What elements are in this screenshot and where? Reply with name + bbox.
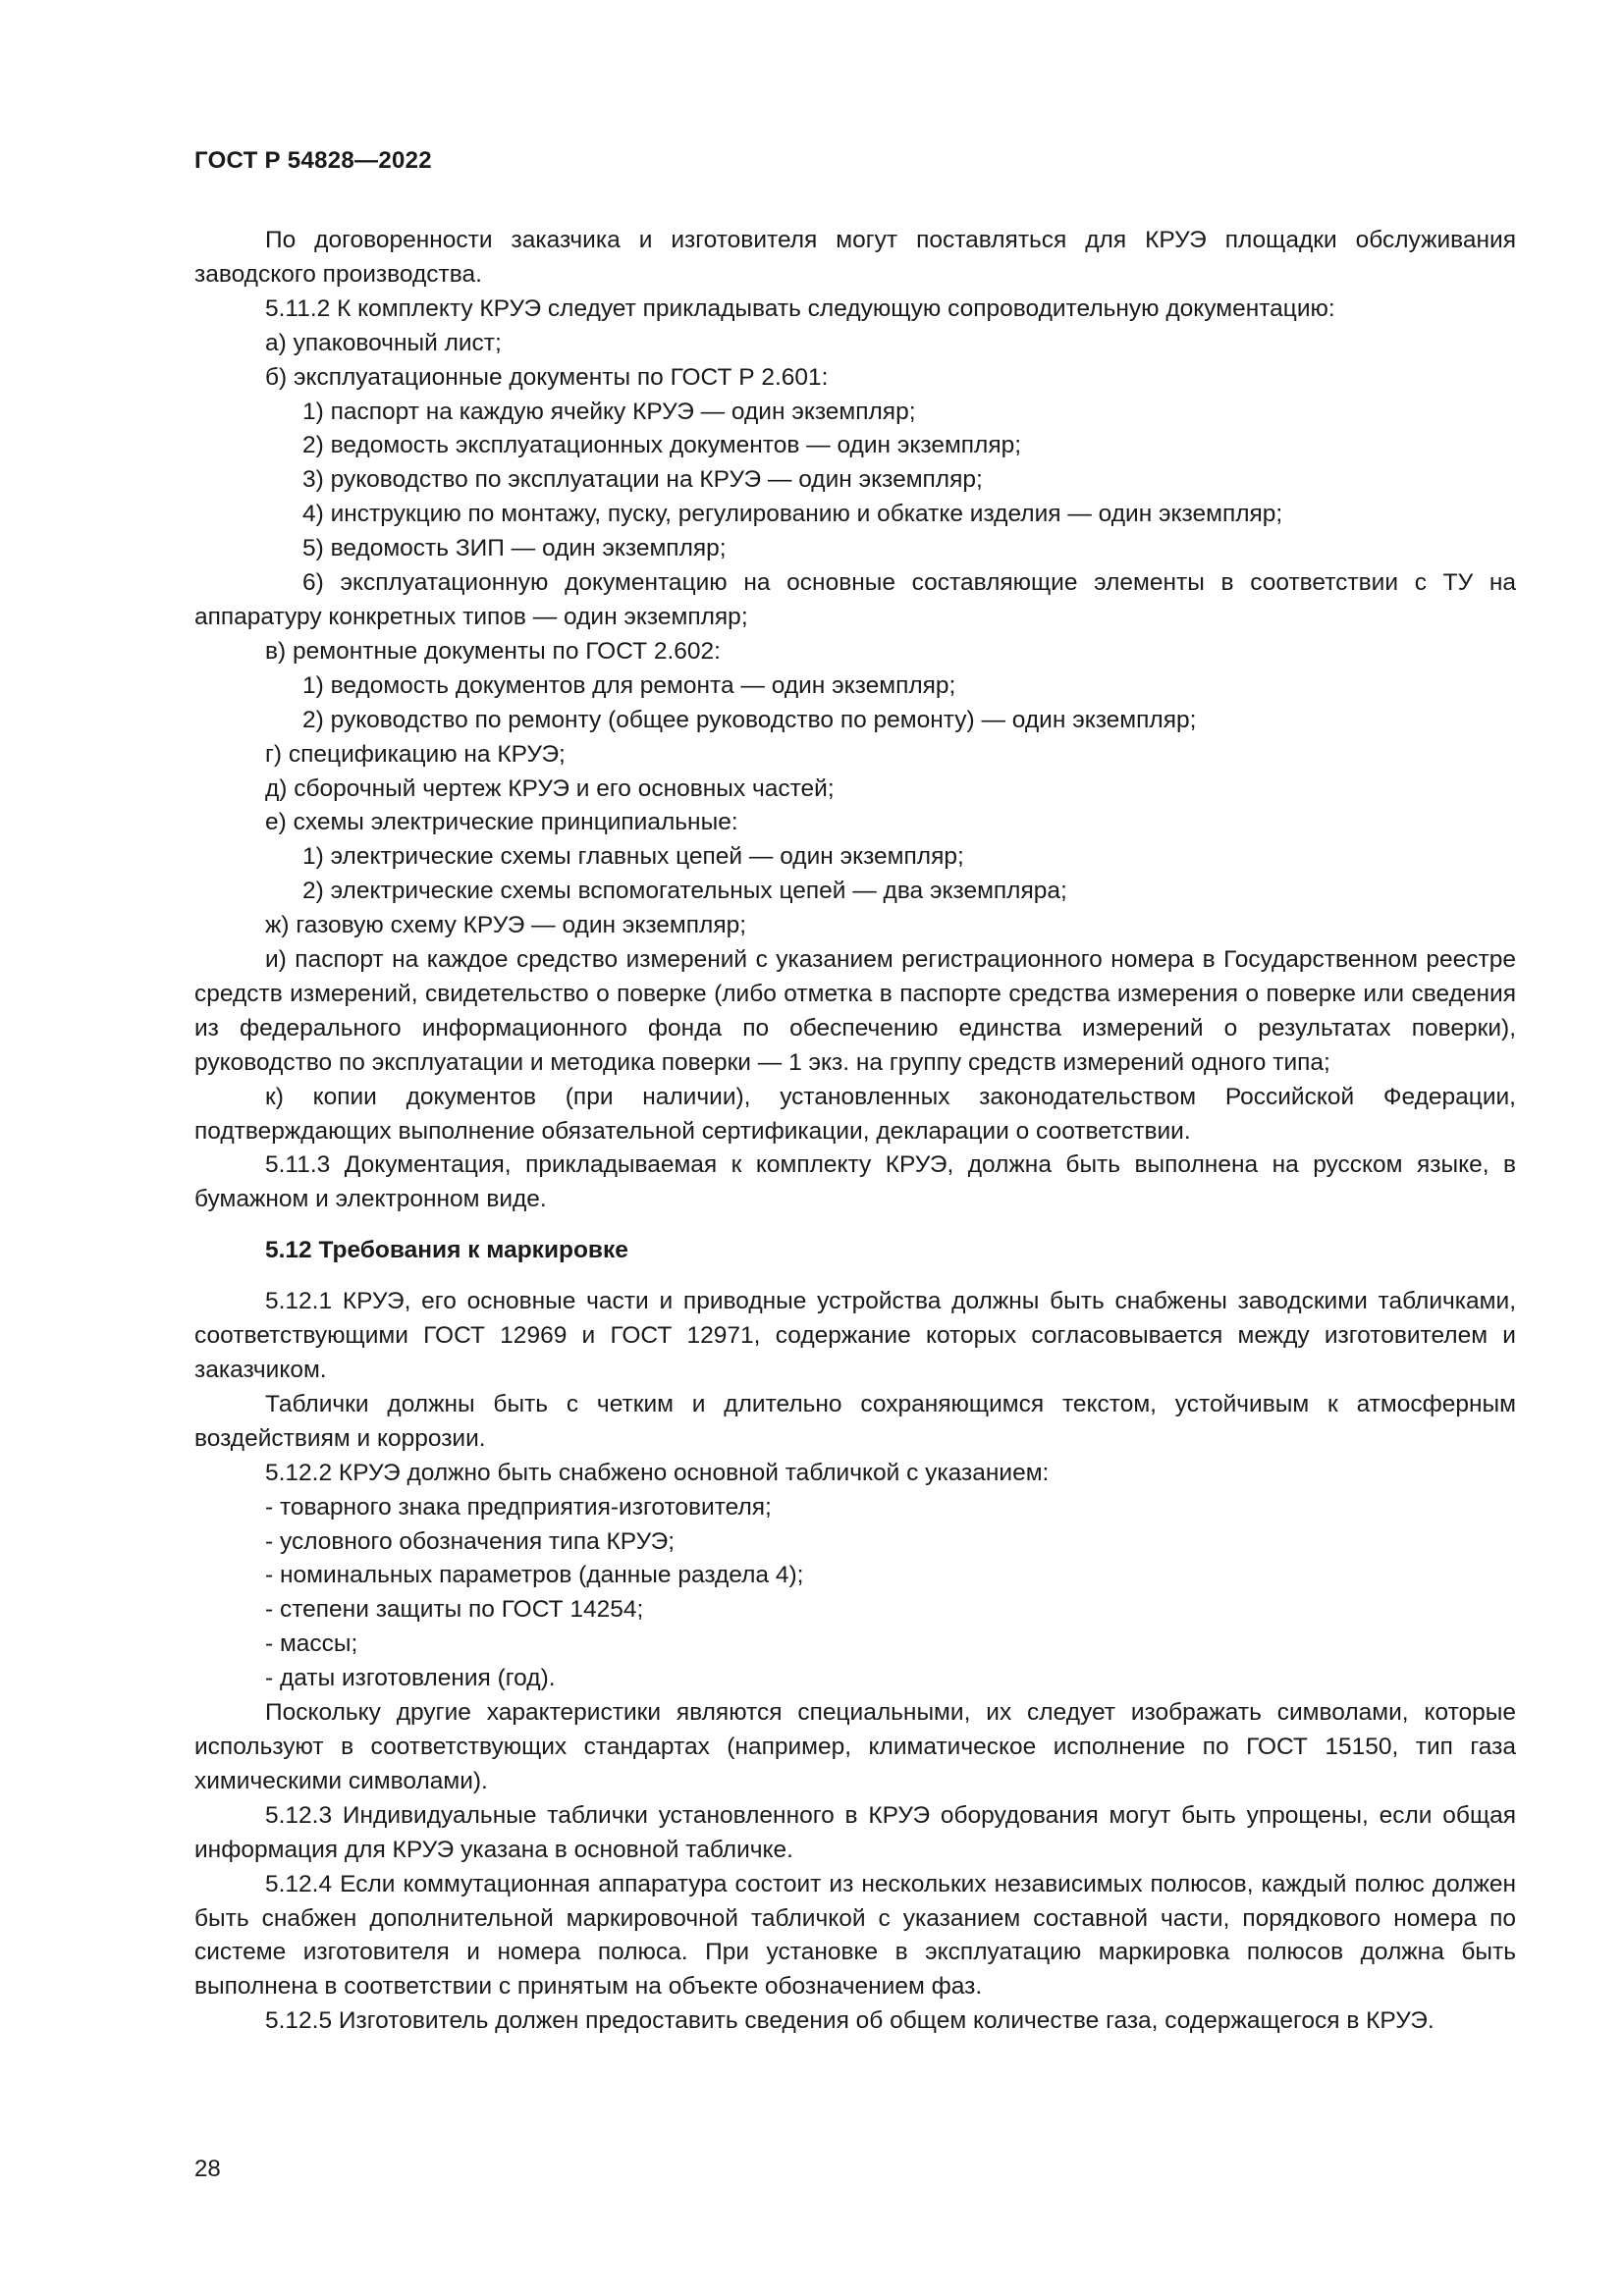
document-header: ГОСТ Р 54828—2022 xyxy=(194,147,432,174)
paragraph: 5.12.4 Если коммутационная аппаратура состоит из нескольких независимых полюсов, каждый полюс должен быть снабжен дополнительной маркировочной табличкой с указанием составной части, порядкового номера по системе изготовителя и номера полюса. При установке в эксплуатацию маркировка полюсов должна быть выполнена в соответствии с принятым на объекте обозначением фаз. xyxy=(194,1870,1516,2001)
paragraph: 5.11.3 Документация, прикладываемая к комплекту КРУЭ, должна быть выполнена на русском языке, в бумажном и электронном виде. xyxy=(194,1151,1516,1213)
paragraph: Таблички должны быть с четким и длительно сохраняющимся текстом, устойчивым к атмосферным воздействиям и коррозии. xyxy=(194,1390,1516,1452)
page-number: 28 xyxy=(194,2156,221,2182)
sub-list-item: 1) ведомость документов для ремонта — один экземпляр; xyxy=(302,671,956,699)
list-item: - товарного знака предприятия-изготовителя; xyxy=(265,1493,772,1521)
list-item: а) упаковочный лист; xyxy=(265,329,502,356)
list-item: ж) газовую схему КРУЭ — один экземпляр; xyxy=(265,912,747,939)
sub-list-item: 2) руководство по ремонту (общее руководство по ремонту) — один экземпляр; xyxy=(302,706,1197,733)
list-item: - даты изготовления (год). xyxy=(265,1665,556,1692)
paragraph: 5.12.3 Индивидуальные таблички установленного в КРУЭ оборудования могут быть упрощены, если общая информация для КРУЭ указана в основной табличке. xyxy=(194,1801,1516,1863)
list-item: г) спецификацию на КРУЭ; xyxy=(265,740,566,768)
list-item: - условного обозначения типа КРУЭ; xyxy=(265,1527,676,1555)
paragraph: 5.12.2 КРУЭ должно быть снабжено основной табличкой с указанием: xyxy=(265,1459,1050,1486)
sub-list-item: 6) эксплуатационную документацию на основные составляющие элементы в соответствии с ТУ на аппаратуру конкретных типов — один экземпляр; xyxy=(194,569,1516,630)
paragraph: 5.12.1 КРУЭ, его основные части и приводные устройства должны быть снабжены заводскими табличками, соответствующими ГОСТ 12969 и ГОСТ 12971, содержание которых согласовывается между изготовителем и заказчиком. xyxy=(194,1288,1516,1383)
sub-list-item: 2) ведомость эксплуатационных документов — один экземпляр; xyxy=(302,432,1022,459)
list-item: е) схемы электрические принципиальные: xyxy=(265,809,738,836)
sub-list-item: 1) электрические схемы главных цепей — один экземпляр; xyxy=(302,843,964,871)
list-item: - степени защиты по ГОСТ 14254; xyxy=(265,1596,644,1624)
paragraph: 5.12.5 Изготовитель должен предоставить сведения об общем количестве газа, содержащегося в КРУЭ. xyxy=(265,2007,1435,2035)
sub-list-item: 3) руководство по эксплуатации на КРУЭ — один экземпляр; xyxy=(302,466,983,494)
list-item: б) эксплуатационные документы по ГОСТ Р 2.601: xyxy=(265,363,829,391)
sub-list-item: 4) инструкцию по монтажу, пуску, регулированию и обкатке изделия — один экземпляр; xyxy=(302,501,1283,528)
paragraph: 5.11.2 К комплекту КРУЭ следует прикладывать следующую сопроводительную документацию: xyxy=(265,294,1335,322)
list-item: к) копии документов (при наличии), установленных законодательством Российской Федерации, подтверждающих выполнение обязательной сертификации, декларации о соответствии. xyxy=(194,1083,1516,1145)
sub-list-item: 2) электрические схемы вспомогательных цепей — два экземпляра; xyxy=(302,878,1067,905)
sub-list-item: 1) паспорт на каждую ячейку КРУЭ — один экземпляр; xyxy=(302,398,916,425)
section-heading: 5.12 Требования к маркировке xyxy=(265,1237,628,1264)
list-item: д) сборочный чертеж КРУЭ и его основных частей; xyxy=(265,774,835,802)
paragraph: Поскольку другие характеристики являются специальными, их следует изображать символами, которые используют в соответствующих стандартах (например, климатическое исполнение по ГОСТ 15150, тип газа химическими символами). xyxy=(194,1699,1516,1794)
document-body xyxy=(194,224,1516,2039)
paragraph: По договоренности заказчика и изготовителя могут поставляться для КРУЭ площадки обслуживания заводского производства. xyxy=(194,227,1516,288)
list-item: - массы; xyxy=(265,1630,358,1658)
list-item: в) ремонтные документы по ГОСТ 2.602: xyxy=(265,637,721,665)
list-item: - номинальных параметров (данные раздела 4); xyxy=(265,1562,804,1589)
list-item: и) паспорт на каждое средство измерений с указанием регистрационного номера в Государственном реестре средств измерений, свидетельство о поверке (либо отметка в паспорте средства измерения о поверке или сведения из федерального информационного фонда по обеспечению единства измерений о результатах поверки), руководство по эксплуатации и методика поверки — 1 экз. на группу средств измерений одного типа; xyxy=(194,946,1516,1076)
sub-list-item: 5) ведомость ЗИП — один экземпляр; xyxy=(302,535,727,562)
